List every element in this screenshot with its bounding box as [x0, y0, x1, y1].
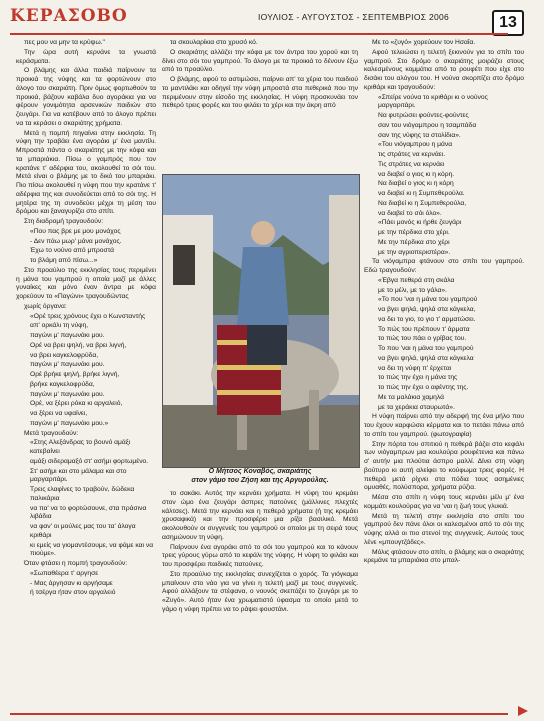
- col3-verse-1: [364, 94, 524, 141]
- paragraph: Μόλις φτάσουν στο σπίτι, ο βλάμης και ο σκαριάτης κρεμάνε τα μπαριάκια στο μπαλ-: [364, 548, 524, 565]
- footer-divider: [10, 713, 508, 715]
- continue-arrow-icon: [518, 706, 528, 716]
- paragraph: Με το «ζυγό» χορεύουν τον Ησαΐα.: [372, 39, 476, 46]
- verse-line: σαν της νύφης τα στολίδια».: [378, 131, 461, 139]
- paragraph: Ο βλάμης και άλλα παιδιά παίρνουν τα προικιά της νύφης και τα φορτώνουν στο άλογο του σκαριάτη. Πριν όμως φορτωθούν τα προικιά, βάζουν καβάλα δυο αγοράκια για να φέρουν γονιμότητα αρσενικών παιδιών στο ζευγάρι. Για να κατέβουν από το άλογο πρέπει να τα κεράσει ο σκαριάτης χρήματα.: [16, 67, 156, 127]
- verse-line: να διαβεί ο γιος κι η κόρη.: [378, 170, 455, 178]
- col3-paragraphs-mid: [364, 258, 524, 276]
- verse-line: με την αγριοπεριστέρα».: [378, 248, 451, 256]
- paragraph: πες μου να μην τα κρύψω.": [24, 39, 105, 46]
- paragraph: χωρίς όργανα:: [24, 302, 67, 310]
- col1-paragraphs-mid2: [16, 430, 156, 439]
- paragraph: Μετά η πομπή πηγαίνει στην εκκλησία. Τη νύφη την τραβάει ένα αγοράκι μ' ένα μαντίλι. Μπροστά πάντα ο σκαριάτης με την κόφα και τα μπαριάκια. Πίσω ο γαμπρός που τον κρατάνε τ' αδέρφια του, ακολουθεί το σόι του. Μετά είναι ο βλάμης με το δικό του μπαριάκι. Πιο πίσω ακολουθεί η νύφη που την κρατάνε τ' αδέρφια της και συνοδεύεται από το σόι της. Η μητέρα της τη συνοδεύει μέχρι τη μέση του δρόμου και ξαναγυρίζει στο σπίτι.: [16, 129, 156, 216]
- verse-line: να δει το γιο, το γιο τ' αρματώσει.: [378, 315, 476, 323]
- paragraph: Όταν φτάσει η πομπή τραγουδούν:: [24, 560, 128, 567]
- article-column-2-top: [162, 39, 358, 171]
- verse-line: παγώνι μ' παγωνάκι μου.»: [30, 419, 109, 427]
- verse-line: «Σπείρε νούνα το κριθάρι κι ο νούνος μαργαριτάρι.: [378, 93, 488, 110]
- verse-line: «Που πας βρε με μου μονάχος: [30, 227, 121, 235]
- verse-line: Τρεις ελαφίνες το τραβούν, δώδεκα παλικάρια: [30, 486, 135, 502]
- verse-line: να βρει καγκελοφρύδα,: [30, 351, 99, 359]
- verse-line: Το που 'ναι η μάνα του γαμπρού: [378, 345, 474, 352]
- verse-line: να πα' να το φορτώσουνε, στα πράσινα λιβάδια: [30, 504, 147, 521]
- col3-paragraphs-top: [364, 39, 524, 93]
- col1-verse-1: [16, 228, 156, 266]
- verse-line: Με τα μαλάκια χαμηλά: [378, 393, 444, 401]
- article-column-3: [364, 39, 524, 713]
- photo-rider-legs: [247, 325, 287, 365]
- verse-line: με τα χεράκια σταυρωτά».: [378, 403, 455, 411]
- article-photo: [162, 174, 360, 468]
- paragraph: Στο προαύλιο της εκκλησίας συνεχίζεται ο χορός. Τα γιόγκαμα μπαίνουν στο νάο για να γίνει η τελετή μαζί με τους συγγενείς. Αφού αλλάξουν τα στέφανα, ο νουνός σκεπάζει το ζευγάρι με το «Ζυγό». Αυτό ήταν ένα χρωματιστό ύφασμα το οποίο μετά το γάμο η νύφη πρέπει να το ράψει φουστάνι.: [162, 570, 358, 613]
- verse-line: Ορέ βρήκε ψηλή, βρήκε λιγνή,: [30, 371, 120, 378]
- verse-line: κι εμείς να γιομαντέσουμε, να φάμε και να πιούμε».: [30, 541, 154, 558]
- verse-line: - Μας άργησαν κι αργήσαμε: [30, 579, 113, 587]
- page-header: [0, 0, 544, 34]
- issue-date: ΙΟΥΛΙΟΣ - ΑΥΓΟΥΣΤΟΣ - ΣΕΠΤΕΜΒΡΙΟΣ 2006: [258, 12, 450, 22]
- page-number: 13: [492, 10, 524, 36]
- col1-paragraphs-mid: [16, 267, 156, 312]
- col1-verse-4: [16, 570, 156, 598]
- verse-line: Να διαβεί κι η Συμπεθερούλα,: [378, 199, 467, 207]
- photo-window: [173, 245, 195, 285]
- col2-bottom-paragraphs: [162, 490, 358, 615]
- verse-line: σαν του νιόγαμπρου η τσαμπάδα: [378, 121, 477, 129]
- paragraph: Στη διαδρομή τραγουδούν:: [24, 218, 104, 225]
- paragraph: Αφού τελειώσει η τελετή ξεκινούν για το σπίτι του γαμπρού. Στο δρόμο ο σκαριάτης μοιράζει στους καλεσμένους κομμάτια από το ρουφέτι που είχε στο δισάκι του αλόγου του. Η νούνα σκορπίζει στο δρόμο κριθάρι και τραγουδούν:: [364, 48, 524, 91]
- verse-line: «Έβγα πεθερά στη σκάλα: [378, 276, 455, 284]
- verse-line: να δει τη νύφη π' έρχεται: [378, 364, 452, 372]
- verse-line: να ξέρει να υφαίνει,: [30, 410, 88, 417]
- verse-line: να βγει ψηλά, ψηλά στα κάγκελα,: [378, 306, 476, 313]
- verse-line: «Σωπαθέερα τ' αργησε: [30, 569, 99, 577]
- col3-verse-2: [364, 141, 524, 218]
- paragraph: Ο σκαριάτης αλλάζει την κόφα με τον άντρα του χορού και τη δίνει στο σόι του γαμπρού. Το άλογο με τα προικιά το δένουν έξω από το προαύλιο.: [162, 48, 358, 74]
- photo-rider-body: [237, 247, 289, 325]
- paragraph: Η νύφη παίρνει από την αδερφή της ένα μήλο που του έχουν καρφώσει κέρματα και το πετάει πάνω από το σπίτι του γαμπρού. (φωτογραφία): [364, 413, 524, 438]
- col3-verse-5: [364, 296, 524, 412]
- verse-line: το βλάμη από πίσω...»: [30, 257, 98, 264]
- verse-line: το πώς την έχει η μάνα της: [378, 374, 458, 382]
- photo-caption: [162, 467, 358, 485]
- caption-line-2: στον γάμο του Ζήση και της Αργυρούλας.: [191, 477, 329, 484]
- verse-line: το πώς την έχει ο αφέντης της.: [378, 384, 469, 391]
- photo-illustration: [163, 175, 359, 467]
- col1-verse-2: [16, 313, 156, 429]
- paragraph: Τα νιόγαμπρα φτάνουν στο σπίτι του γαμπρού. Εδώ τραγουδούν:: [364, 258, 524, 274]
- article-column-2-bottom: [162, 490, 358, 713]
- verse-line: να φαν' οι μούλες μας του τα' άλογα κριθάρι: [30, 523, 136, 539]
- paragraph: Την ώρα αυτή κερνάνε τα γνωστά κεράσματα.: [16, 48, 156, 65]
- verse-line: με την πέρδικα στο χέρι.: [378, 229, 450, 236]
- verse-line: παγώνι μ' παγωνάκι μου.: [30, 361, 105, 369]
- verse-line: να διαβεί το σόι όλο».: [378, 209, 442, 217]
- magazine-title: ΚΕΡΑΣΟΒΟ: [10, 6, 128, 26]
- photo-rug-stripe-3: [217, 390, 281, 395]
- caption-line-1: Ο Μήτσος Κοναβός, σκαριάτης: [208, 468, 312, 475]
- article-column-1: [16, 39, 156, 713]
- verse-line: τις στράτες να κερνάει.: [378, 151, 446, 158]
- verse-line: Να διαβεί ο γιος κι η κόρη: [378, 180, 454, 188]
- col3-verse-3: [364, 219, 524, 257]
- photo-rug-stripe-2: [217, 365, 281, 370]
- paragraph: Στην πόρτα του σπιτιού η πεθερά βάζει στο κεφάλι των νιόγαμπρων μια κουλούρα ρουφέτενια και πάνω σ' αυτήν μια πλούτια άσπρο μαλλί. Δίνει στη νύφη βούτυρο κι αυτή αλείφει το κούφωμα τρεις φορές. Η πεθερά μετά ρίχνει στα πόδια τους ασημένιες ομυαθές, πολύσπορα, χρήματα ρύζια.: [364, 440, 524, 492]
- photo-rider-head: [251, 221, 275, 245]
- verse-line: Να φυτρώσει φούντες-φούντες: [378, 112, 469, 119]
- verse-line: να βγει ψηλά, ψηλά στα κάγκελα: [378, 354, 474, 362]
- verse-line: απ' ορκάλι τη νύφη,: [30, 322, 89, 330]
- paragraph: Μετά τραγουδούν:: [24, 429, 79, 437]
- verse-line: με το μέλι, με το γάλα».: [378, 286, 447, 294]
- paragraph: Μετά τη τελετή στην εκκλησία στο σπίτι του γαμπρού δεν πάνε όλοι οι καλεσμένοι από το σόι της νύφης αλλά οι πιο στενοί της συγγενείς. Αυτούς τους λένε «μπουγτζάδες».: [364, 512, 524, 546]
- header-divider: [10, 33, 508, 35]
- verse-line: αμάξι σιδεραμαξό στ' ασήμι φορτωμένο.: [30, 457, 149, 465]
- verse-line: «Ορέ τρεις χρόνους έχει ο Κωνσταντής: [30, 312, 146, 320]
- paragraph: Μέσα στο σπίτι η νύφη τους κερνάει μέλι μ' ένα κομμάτι κουλούρας για να 'ναι η ζωή τους γλυκιά.: [364, 494, 524, 510]
- verse-line: Το πώς του πρέπουν τ' άρματα: [378, 325, 470, 333]
- verse-line: το πώς του πάει ο γρίβας του.: [378, 335, 467, 343]
- col1-paragraphs: [16, 39, 156, 227]
- photo-donkey-leg-2: [309, 390, 319, 450]
- paragraph: το σακάκι. Αυτός την κερνάει χρήματα. Η νύφη του κρεμάει στον ώμο ένα ζευγάρι άσπρες πατούνες (μάλλινες πλεχτές κάλτσες). Μετά την κερνάει και η πεθερά χρήματα (ή της κρεμάει χρυσαφικά) και την προσφέρει μια ρίζα βασιλικό. Μετά ακολουθούν οι συγγενείς του γαμπρού οι οποίοι με τη σειρά τους ασημώνουν τη νύφη.: [162, 490, 358, 541]
- col3-paragraphs-bottom: [364, 413, 524, 566]
- col1-verse-3: [16, 439, 156, 559]
- verse-line: Ορέ, να ξέρει ρόκα κι αργαλειό,: [30, 400, 123, 408]
- col3-verse-4: [364, 277, 524, 296]
- verse-line: «Του νιόγαμπρου η μάνα: [378, 141, 453, 149]
- col2-top-paragraphs: [162, 39, 358, 111]
- verse-line: «Το που 'ναι η μάνα του γαμπρού: [378, 296, 478, 304]
- verse-line: να διαβεί κι η Συμπεθερούλα.: [378, 190, 465, 197]
- verse-line: Με την πέρδικα στο χέρι: [378, 238, 450, 246]
- verse-line: ή τσέργα ήταν στον αργαλειό: [30, 589, 116, 597]
- verse-line: «Πάει μονός κι ήρθε ζευγάρι: [378, 219, 462, 227]
- verse-line: Ορέ να βρει ψηλή, να βρει λιγνή,: [30, 341, 127, 349]
- verse-line: Στ' ασήμι και στο μάλαμα και στο μαργαριτάρι.: [30, 467, 127, 484]
- verse-line: βρήκε καγκελοφρύδα,: [30, 380, 95, 388]
- verse-line: - Δεν πάω μωρ' μάνα μονάχος.: [30, 237, 122, 245]
- verse-line: Έχω το νούνο από μπροστά: [30, 247, 115, 255]
- paragraph: τα σκουλαρίκια στο χρυσό κό.: [170, 39, 258, 46]
- verse-line: «Στης Αλεξάνδρας το βουνό αμάξι κατεβαίνει: [30, 439, 131, 455]
- paragraph: Στο προαύλιο της εκκλησίας τους περιμένει η μάνα του γαμπρού η οποία μαζί με άλλες γυναίκες και μόνο έναν άντρα με κόφα χορεύουν το «Παγώνι» τραγουδώντας: [16, 266, 156, 300]
- verse-line: παγώνι μ' παγωνάκι μου.: [30, 390, 105, 398]
- paragraph: Παίρνουν ένα αγοράκι από το σόι του γαμπρού και το κάνουν τρεις γύρους γύρω από το κεφάλι της νύφης. Η νύφη το φιλάει και του προσφέρει παιδικές πατούνες.: [162, 543, 358, 568]
- verse-line: Τις στράτες να κερνάει: [378, 160, 445, 168]
- paragraph: Ο βλάμης, αφού το αστιμώσει, παίρνει απ' τα χέρια του παιδιού το μαντιλάκι και οδηγεί την νύφη μπροστά στα πεθερικά που την περιμένουν στην είσοδο της εκκλησίας. Η νύφη προσκυνάει τον πεθερό τρεις φορές και του φιλάει το χέρι και την άκρη από: [162, 76, 358, 110]
- verse-line: παγώνι μ' παγωνάκι μου.: [30, 332, 105, 339]
- col1-paragraphs-end: [16, 560, 156, 569]
